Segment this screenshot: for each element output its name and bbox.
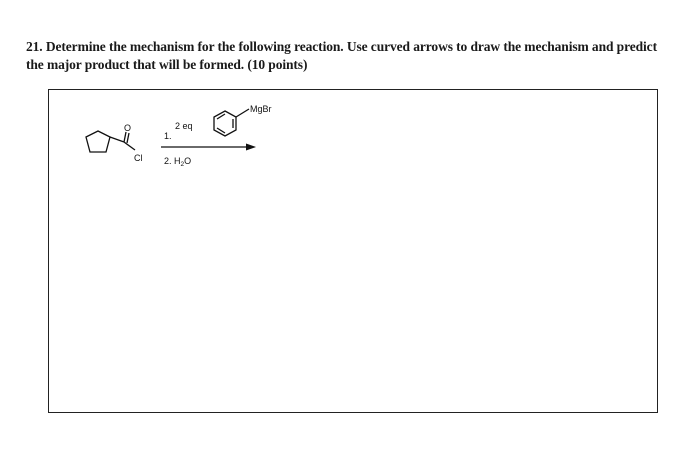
question-line-2: the major product that will be formed. (10 points) (26, 57, 308, 72)
water-h: H (174, 156, 181, 166)
bond-phenyl-to-mg (236, 109, 249, 117)
bond-carbonyl-to-cl (124, 142, 135, 150)
water-o: O (184, 156, 192, 166)
phenyl-ring (214, 111, 236, 136)
water-subscript: 2 (180, 161, 185, 168)
step2-number: 2. (164, 156, 172, 166)
carbonyl-bond-2 (127, 133, 129, 143)
acid-chloride-structure (86, 131, 135, 152)
oxygen-label: O (124, 123, 132, 133)
reaction-arrow (161, 144, 256, 151)
step2-reagent (164, 156, 191, 168)
step1-number: 1. (164, 131, 172, 141)
carbonyl-bond-1 (124, 132, 126, 142)
step1-equivalents: 2 eq (175, 121, 193, 131)
cyclopentane-ring (86, 131, 110, 152)
question-line-1: 21. Determine the mechanism for the following reaction. Use curved arrows to draw the mechanism and predict (26, 39, 657, 54)
mgbr-label: MgBr (250, 104, 272, 114)
chlorine-label: Cl (134, 153, 143, 163)
bond-ring-to-carbonyl (110, 137, 124, 142)
